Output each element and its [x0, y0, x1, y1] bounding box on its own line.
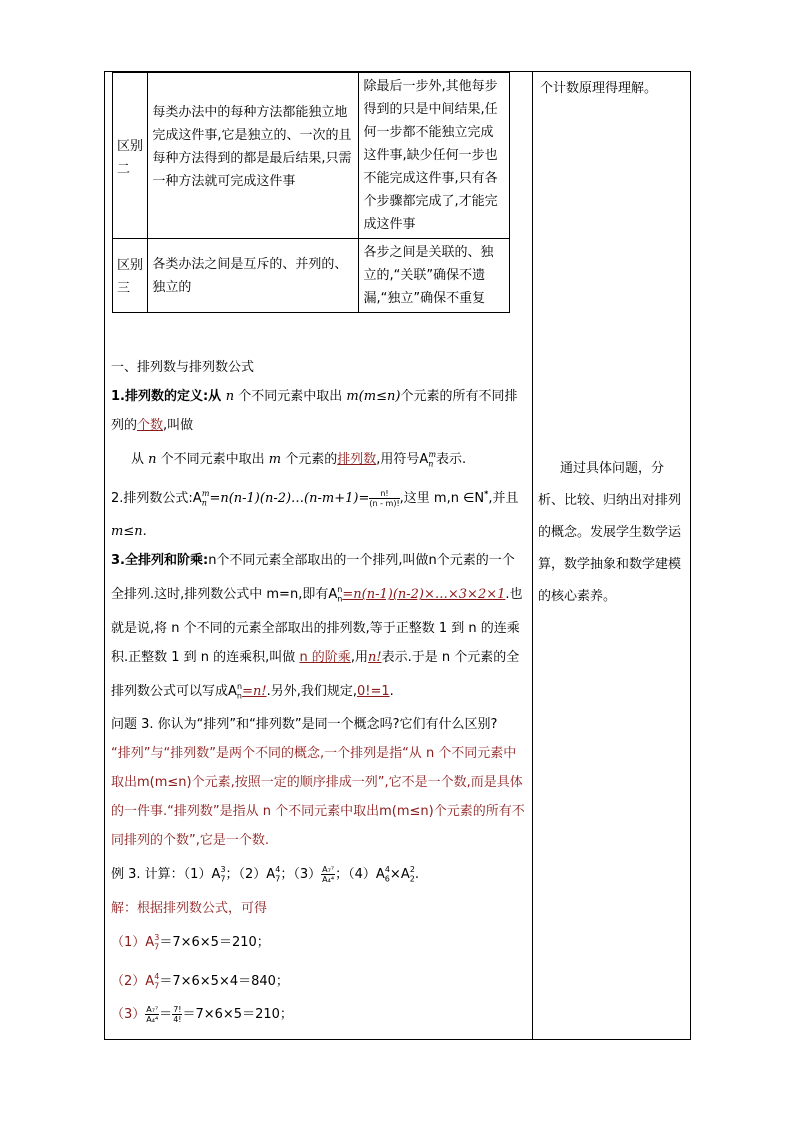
- text: ＝7×6×5＝210；: [159, 934, 270, 950]
- fraction: $\frac{7!}{4!}$: [173, 1005, 182, 1025]
- solution-3: [111, 1000, 525, 1029]
- var: m: [268, 452, 282, 467]
- var: n: [225, 389, 235, 404]
- cell-classification: 各类办法之间是互斥的、并列的、独立的: [148, 239, 359, 313]
- main-content: [111, 353, 525, 1029]
- text: .另外,我们规定,: [266, 683, 357, 699]
- solution-intro: 解：根据排列数公式，可得: [111, 900, 268, 916]
- text: n个不同元素全部取出的一个排列,叫做n个元素的一个全排列.这时,排列数公式中 m=n,即有A: [111, 553, 515, 603]
- text: ＝: [159, 1007, 173, 1023]
- section-heading: 一、排列数与排列数公式: [111, 360, 255, 375]
- column-divider: [532, 71, 533, 1040]
- var: m(m≤n): [346, 389, 401, 404]
- fraction: $\frac{\text{A₇⁷}}{\text{A₄⁴}}$: [322, 865, 335, 885]
- fraction: $\frac{\text{A₇⁷}}{\text{A₄⁴}}$: [146, 1005, 159, 1025]
- text: 例 3. 计算：（1）A: [111, 867, 221, 883]
- solution-2: $(2)A_7^4=7\times 6\times 5\times 4=840$；: [111, 971, 289, 991]
- text: m≤n.: [111, 524, 147, 540]
- blank-answer: =n(n-1)(n-2)×…×3×2×1: [342, 587, 506, 603]
- fraction: $\frac{n!}{(n - m)!}$: [369, 488, 400, 508]
- cell-classification: 每类办法中的每种方法都能独立地完成这件事,它是独立的、一次的且每种方法得到的都是最后结果,只需一种方法就可完成这件事: [148, 73, 359, 239]
- text: 个元素的: [281, 452, 338, 467]
- text: .: [414, 867, 420, 883]
- text: 2.排列数公式:A: [111, 490, 202, 506]
- text: ,并且: [488, 490, 519, 506]
- text: ；（4）A: [335, 867, 385, 883]
- text: （3）: [111, 1007, 146, 1023]
- text: 表示.于是 n 个元素的全排列数公式可以写成A: [111, 649, 520, 699]
- blank-answer: =n!: [242, 683, 267, 699]
- side-note-objectives: 通过具体问题，分析、比较、归纳出对排列的概念。发展学生数学运算，数学抽象和数学建模的核心素养。: [538, 461, 682, 604]
- text: （1）A: [111, 934, 155, 950]
- blank-answer: 个数: [137, 418, 164, 433]
- blank-answer: 0!=1: [356, 683, 390, 699]
- solution-1: $(1)A_7^3=7\times 6\times 5=210$；: [111, 932, 270, 952]
- text: 从: [131, 452, 149, 467]
- text: 个不同元素中取出: [234, 389, 347, 404]
- row-label: 区别二: [113, 73, 148, 239]
- var: n: [148, 452, 157, 467]
- text: .: [389, 683, 394, 699]
- cell-step: 各步之间是关联的、独立的,“关联”确保不遗漏,“独立”确保不重复: [359, 239, 510, 313]
- text: ；（3）: [280, 867, 322, 883]
- text: .也就是说,将 n 个不同的元素全部取出的排列数,等于正整数 1 到 n 的连乘积.正整数 1 到 n 的连乘积,叫做: [111, 587, 523, 665]
- answer-3: “排列”与“排列数”是两个不同的概念,一个排列是指“从 n 个不同元素中取出m(m≤n)个元素,按照一定的顺序排成一列”,它不是一个数,而是具体的一件事.“排列数”是指从 n 个不同元素中取出m(m≤n)个元素的所有不同排列的个数”,它是一个数.: [111, 746, 525, 849]
- text: ；（2）A: [225, 867, 276, 883]
- text: 个元素的所有不同排列的: [111, 389, 518, 433]
- text: 表示.: [436, 452, 467, 467]
- text: ＝7×6×5×4＝840；: [159, 973, 289, 989]
- blank-answer: n 的阶乘: [299, 649, 351, 665]
- formula: =n(n-1)(n-2)…(n-m+1)=: [209, 490, 370, 506]
- example-3: 例 3. 计算：$(1)A_7^3$；$(2)A_7^4$；（3） $\frac{\text{A₇⁷}}{\text{A₄⁴}}$ ；$(4)A_6^4\times A_2^2$.: [111, 865, 420, 885]
- side-note-top: 个计数原理得理解。: [540, 81, 658, 96]
- formula-paragraph: 2.排列数公式$:A_n^m=n(n-1)(n-2)\dots(n-m+1)=$ $\frac{n!}{(n - m)!}$ ,这里 m,n ∈N*,并且 m≤n.: [111, 488, 519, 540]
- definition-paragraph-2: 从 n 个不同元素中取出 m 个元素的排列数,用符号$A_n^m$表示.: [131, 450, 467, 469]
- text: ,这里 m,n ∈N: [399, 490, 485, 506]
- full-permutation-paragraph: 3.全排列和阶乘:n个不同元素全部取出的一个排列,叫做n个元素的一个全排列.这时,排列数公式中 m=n,即有$A_n^n=n(n-1)(n-2)\times\dots\times 3\times 2\times 1$.也就是说,将 n 个不同的元素全部取出的排列数,等于正整数 1 到 n 的连乘积.正整数 1 到 n 的连乘积,叫做 n 的阶乘,用n!表示.于是 n 个元素的全排列数公式可以写成$A_n^n=n$!.另外,我们规定,0!=1.: [111, 553, 523, 701]
- text: （2）A: [111, 973, 155, 989]
- blank-answer: n!: [367, 649, 382, 665]
- table-row: [113, 239, 510, 313]
- text: 1.排列数的定义:从: [111, 389, 226, 404]
- text: ,叫做: [163, 418, 194, 433]
- text: 3.全排列和阶乘:: [111, 553, 209, 569]
- blank-answer: 排列数: [337, 452, 377, 467]
- question-3: 问题 3. 你认为“排列”和“排列数”是同一个概念吗?它们有什么区别?: [111, 717, 498, 733]
- row-label: 区别三: [113, 239, 148, 313]
- comparison-table: [112, 72, 510, 313]
- text: ,用: [350, 649, 368, 665]
- text: ×A: [389, 867, 410, 883]
- text: ,用符号A: [376, 452, 429, 467]
- cell-step: 除最后一步外,其他每步得到的只是中间结果,任何一步都不能独立完成这件事,缺少任何一步也不能完成这件事,只有各个步骤都完成了,才能完成这件事: [359, 73, 510, 239]
- definition-paragraph: [111, 382, 525, 440]
- text: ＝7×6×5＝210；: [182, 1007, 293, 1023]
- table-row: [113, 73, 510, 239]
- text: 个不同元素中取出: [156, 452, 269, 467]
